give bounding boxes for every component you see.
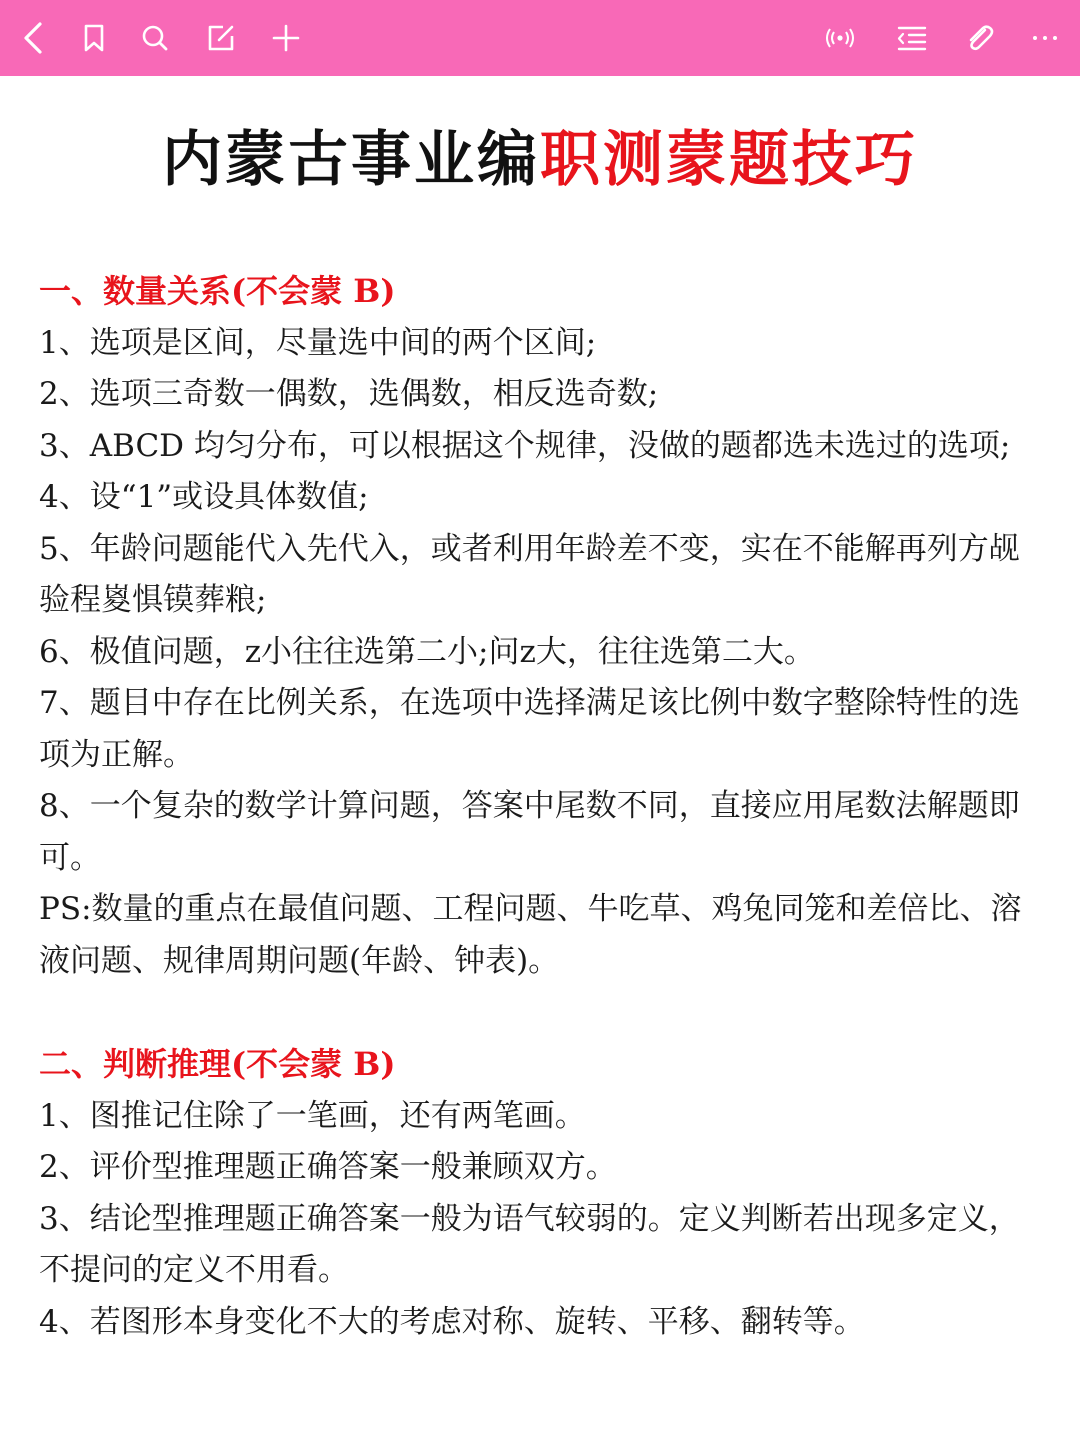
back-icon[interactable]: [14, 18, 54, 58]
text-line: 8、一个复杂的数学计算问题，答案中尾数不同，直接应用尾数法解题即: [39, 788, 1020, 824]
text-line: 7、题目中存在比例关系，在选项中选择满足该比例中数字整除特性的选: [39, 685, 1020, 721]
text-line: 不提问的定义不用看。: [39, 1252, 349, 1288]
text-line: 项为正解。: [39, 736, 194, 773]
more-icon[interactable]: [1025, 18, 1065, 58]
text-line: 2、选项三奇数一偶数，选偶数，相反选奇数;: [39, 376, 659, 412]
text-line: 液问题、规律周期问题(年龄、钟表)。: [39, 942, 560, 979]
text-line: PS:数量的重点在最值问题、工程问题、牛吃草、鸡兔同笼和差倍比、溶: [39, 891, 1022, 927]
title-black-part: 内蒙古事业编: [162, 125, 540, 195]
text-line: 5、年龄问题能代入先代入，或者利用年龄差不变，实在不能解再列方觇: [39, 530, 1020, 567]
text-line: 1、选项是区间，尽量选中间的两个区间;: [39, 324, 597, 361]
section-heading-quantity: 一、数量关系(不会蒙 B): [39, 272, 396, 310]
broadcast-icon[interactable]: [820, 18, 860, 58]
page-title: [0, 118, 1080, 202]
text-line: 2、评价型推理题正确答案一般兼顾双方。: [39, 1149, 617, 1185]
text-line: 可。: [39, 839, 101, 876]
text-line: 验程嵏惧镆葬粮;: [39, 582, 267, 618]
text-line: 1、图推记住除了一笔画，还有两笔画。: [39, 1097, 586, 1134]
outline-icon[interactable]: [891, 18, 931, 58]
text-line: 4、设“1”或设具体数值;: [39, 479, 369, 515]
search-icon[interactable]: [135, 18, 175, 58]
title-red-part: 职测蒙题技巧: [540, 125, 918, 195]
section-heading-reasoning: 二、判断推理(不会蒙 B): [39, 1045, 396, 1083]
article-body: [39, 266, 1039, 1348]
text-line: 3、ABCD 均匀分布，可以根据这个规律，没做的题都选未选过的选项;: [39, 427, 1011, 464]
text-line: 3、结论型推理题正确答案一般为语气较弱的。定义判断若出现多定义，: [39, 1200, 1020, 1237]
top-toolbar: [0, 0, 1080, 76]
bookmark-icon[interactable]: [74, 18, 114, 58]
section-spacer: [39, 987, 1039, 1039]
attachment-icon[interactable]: [959, 18, 999, 58]
add-icon[interactable]: [266, 18, 306, 58]
text-line: 4、若图形本身变化不大的考虑对称、旋转、平移、翻转等。: [39, 1303, 865, 1340]
edit-icon[interactable]: [201, 18, 241, 58]
text-line: 6、极值问题，z小往往选第二小;问z大，往往选第二大。: [39, 633, 815, 670]
